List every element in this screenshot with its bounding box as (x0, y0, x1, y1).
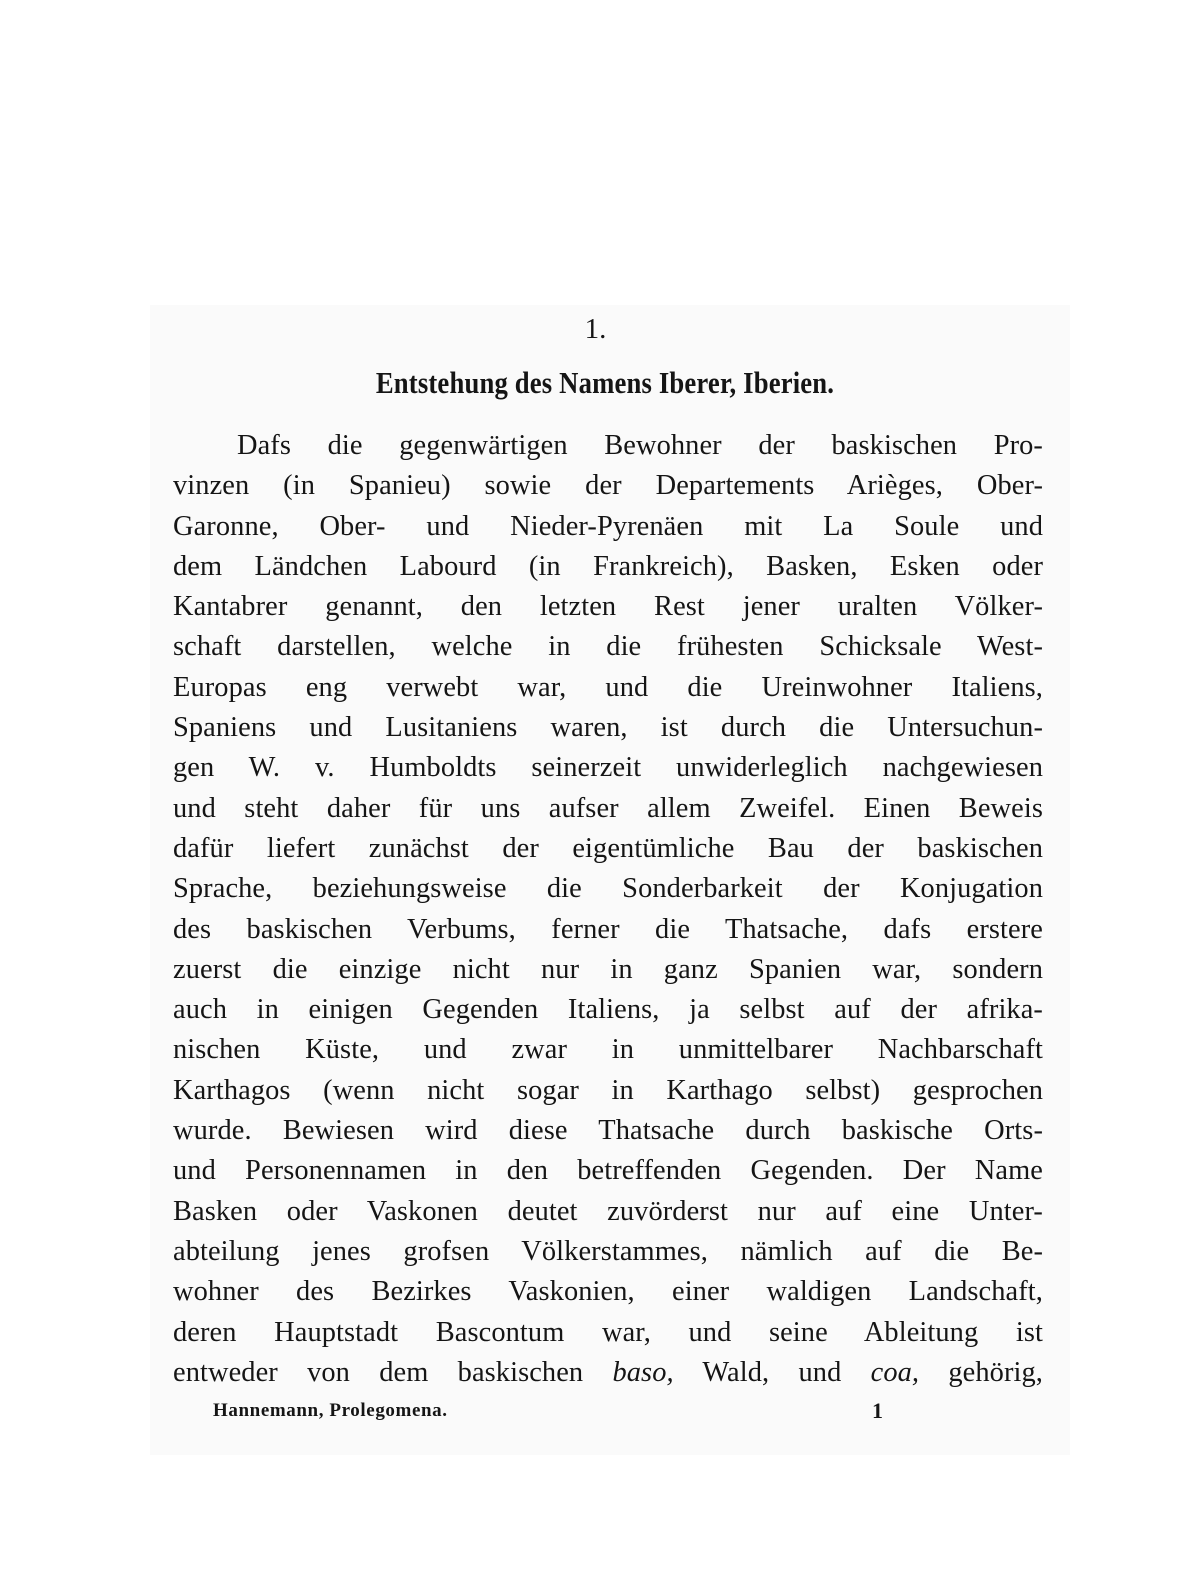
text-line: Basken oder Vaskonen deutet zuvörderst nur auf eine Unter- (173, 1195, 1043, 1227)
text-line: und Personennamen in den betreffenden Gegenden. Der Name (173, 1155, 1043, 1187)
italic-word-baso: baso, (612, 1356, 674, 1388)
text-line: wurde. Bewiesen wird diese Thatsache durch baskische Orts- (173, 1115, 1043, 1147)
text-line: Spaniens und Lusitaniens waren, ist durch die Untersuchun- (173, 712, 1043, 744)
text-line-last (173, 1353, 1043, 1393)
text-line: Sprache, beziehungsweise die Sonderbarkeit der Konjugation (173, 873, 1043, 905)
text-line: abteilung jenes grofsen Völkerstammes, nämlich auf die Be- (173, 1235, 1043, 1267)
signature-mark: 1 (872, 1398, 883, 1423)
section-number: 1. (584, 313, 607, 345)
italic-word-coa: coa, (870, 1356, 920, 1388)
text-line: Europas eng verwebt war, und die Ureinwohner Italiens, (173, 671, 1043, 703)
text-line: nischen Küste, und zwar in unmittelbarer Nachbarschaft (173, 1034, 1043, 1066)
text-line: gen W. v. Humboldts seinerzeit unwiderleglich nachgewiesen (173, 752, 1043, 784)
page-footer (213, 1396, 883, 1426)
chapter-title: Entstehung des Namens Iberer, Iberien. (375, 365, 835, 400)
text-line: dafür liefert zunächst der eigentümliche Bau der baskischen (173, 832, 1043, 864)
text-line: vinzen (in Spanieu) sowie der Departements Arièges, Ober- (173, 470, 1043, 502)
text-line: des baskischen Verbums, ferner die Thatsache, dafs erstere (173, 913, 1043, 945)
text-line: dem Ländchen Labourd (in Frankreich), Basken, Esken oder (173, 550, 1043, 582)
text-line: auch in einigen Gegenden Italiens, ja selbst auf der afrika- (173, 994, 1043, 1026)
text-line: schaft darstellen, welche in die frühesten Schicksale West- (173, 631, 1043, 663)
text-line: Garonne, Ober- und Nieder-Pyrenäen mit La Soule und (173, 510, 1043, 542)
text-segment: Wald, und (673, 1356, 871, 1388)
text-line: zuerst die einzige nicht nur in ganz Spanien war, sondern (173, 953, 1043, 985)
text-line: deren Hauptstadt Bascontum war, und seine Ableitung ist (173, 1316, 1043, 1348)
text-segment: entweder von dem baskischen (173, 1356, 613, 1388)
text-line: wohner des Bezirkes Vaskonien, einer waldigen Landschaft, (173, 1276, 1043, 1308)
footer-author-title: Hannemann, Prolegomena. (213, 1400, 448, 1421)
body-paragraph (173, 426, 1043, 1393)
text-line: Kantabrer genannt, den letzten Rest jener uralten Völker- (173, 591, 1043, 623)
text-line: und steht daher für uns aufser allem Zweifel. Einen Beweis (173, 792, 1043, 824)
text-segment: gehörig, (919, 1356, 1043, 1388)
text-line: Karthagos (wenn nicht sogar in Karthago selbst) gesprochen (173, 1074, 1043, 1106)
text-line: Dafs die gegenwärtigen Bewohner der baskischen Pro- (237, 430, 1043, 461)
